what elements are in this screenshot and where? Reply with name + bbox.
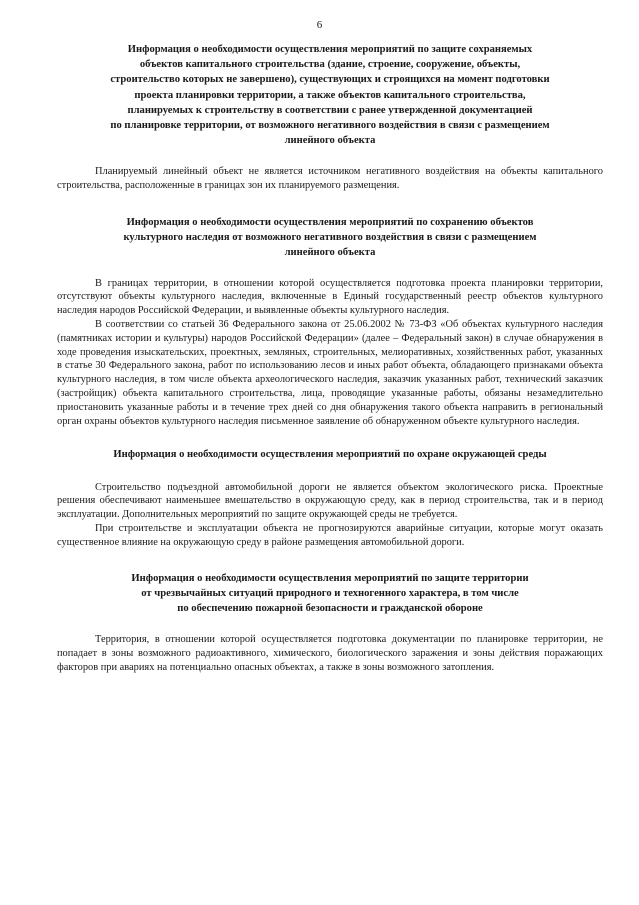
paragraph: Территория, в отношении которой осуществляется подготовка документации по планировке территории, не попадает в зоны возможного радиоактивного, химического, биологического заражения и зоны действия поражающих факторов при авариях на потенциально опасных объектах, а также в зоны возможного затопления.	[57, 634, 603, 673]
heading-line: линейного объекта	[284, 247, 376, 259]
section-heading-emergency-protection	[57, 571, 603, 617]
paragraph: В границах территории, в отношении которой осуществляется подготовка проекта планировки территории, отсутствуют объекты культурного наследия, включенные в Единый государственный реестр объектов культурного наследия народов Российской Федерации, и выявленные объекты культурного наследия.	[57, 277, 603, 317]
heading-line: планируемых к строительству в соответствии с ранее утвержденной документацией	[127, 104, 533, 116]
paragraph: При строительстве и эксплуатации объекта не прогнозируются аварийные ситуации, которые могут оказать существенное влияние на окружающую среду в районе размещения автомобильной дороги.	[57, 522, 603, 548]
heading-line: Информация о необходимости осуществления мероприятий по охране окружающей среды	[113, 449, 547, 461]
heading-line: культурного наследия от возможного негативного воздействия в связи с размещением	[123, 232, 537, 244]
heading-line: проекта планировки территории, а также объектов капитального строительства,	[134, 89, 526, 101]
heading-line: Информация о необходимости осуществления мероприятий по защите сохраняемых	[127, 44, 533, 55]
section-heading-capital-construction	[57, 42, 603, 148]
paragraph: В соответствии со статьей 36 Федерального закона от 25.06.2002 № 73-ФЗ «Об объектах культурного наследия (памятниках истории и культуры) народов Российской Федерации» (далее – Федеральный закон) в случае обнаружения в ходе проведения изыскательских, проектных, земляных, строительных, мелиоративных, хозяйственных работ, указанных в статье 30 Федерального закона, работ по использованию лесов и иных работ объекта, обладающего признаками объекта культурного наследия, в том числе объекта археологического наследия, заказчик указанных работ, технический заказчик (застройщик) объекта капитального строительства, лица, проводящие указанные работы, обязаны незамедлительно приостановить указанные работы и в течение трех дней со дня обнаружения такого объекта направить в региональный орган охраны объектов культурного наследия письменное заявление об обнаруженном объекте культурного наследия.	[57, 319, 603, 427]
heading-line: по обеспечению пожарной безопасности и гражданской обороне	[177, 602, 483, 614]
heading-line: Информация о необходимости осуществления мероприятий по защите территории	[131, 572, 529, 584]
heading-line: линейного объекта	[284, 135, 376, 147]
heading-line: объектов капитального строительства (здание, строение, сооружение, объекты,	[139, 59, 521, 71]
section-heading-environment	[57, 447, 603, 462]
heading-line: строительство которых не завершено), существующих и строящихся на момент подготовки	[110, 74, 550, 86]
heading-line: Информация о необходимости осуществления мероприятий по сохранению объектов	[126, 217, 534, 229]
paragraph: Строительство подъездной автомобильной дороги не является объектом экологического риска. Проектные решения обеспечивают наименьшее вмешательство в окружающую среду, как в период строительства, так и в период эксплуатации. Дополнительных мероприятий по защите окружающей среды не требуется.	[57, 481, 603, 521]
heading-line: от чрезвычайных ситуаций природного и техногенного характера, в том числе	[141, 587, 519, 599]
page-number: 6	[316, 19, 323, 31]
document-body	[57, 42, 603, 675]
paragraph: Планируемый линейный объект не является источником негативного воздействия на объекты капитального строительства, расположенные в границах зон их планируемого размещения.	[57, 166, 603, 192]
section-heading-cultural-heritage	[57, 215, 603, 261]
heading-line: по планировке территории, от возможного негативного воздействия в связи с размещением	[110, 120, 550, 132]
